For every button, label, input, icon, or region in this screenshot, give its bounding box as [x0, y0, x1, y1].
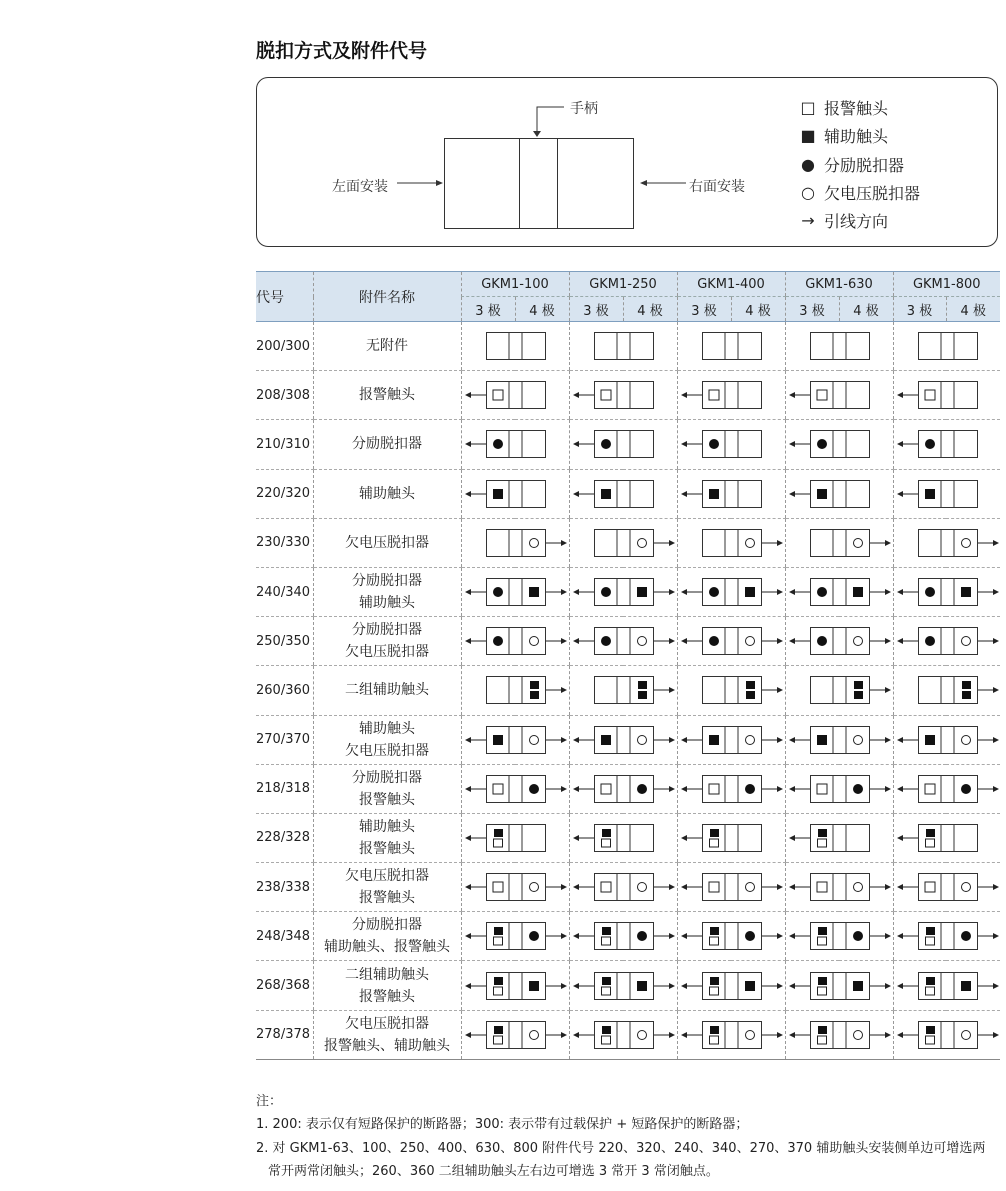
pole-configuration-icon	[570, 774, 678, 804]
pole-configuration-icon	[570, 577, 678, 607]
pole-configuration-icon	[678, 331, 786, 361]
model-cell	[569, 617, 677, 666]
accessory-code: 210/310	[256, 420, 313, 469]
model-cell	[893, 863, 1000, 912]
model-cell	[893, 617, 1000, 666]
pole-configuration-icon	[894, 675, 1002, 705]
model-cell	[677, 666, 785, 715]
pole-configuration-icon	[570, 675, 678, 705]
header-model: GKM1-800	[893, 272, 1000, 297]
accessory-name-line: 欠电压脱扣器	[345, 1015, 429, 1032]
pole-configuration-icon	[786, 626, 894, 656]
table-row	[256, 813, 1000, 862]
accessory-name-line: 欠电压脱扣器	[345, 534, 429, 551]
model-cell	[785, 567, 893, 616]
pole-configuration-icon	[462, 823, 570, 853]
table-row	[256, 666, 1000, 715]
accessory-name-line: 辅助触头、报警触头	[324, 939, 450, 956]
pole-configuration-icon	[894, 725, 1002, 755]
pole-configuration-icon	[570, 971, 678, 1001]
accessory-code: 268/368	[256, 961, 313, 1010]
pole-configuration-icon	[894, 823, 1002, 853]
accessory-name	[313, 420, 461, 469]
pole-configuration-icon	[786, 675, 894, 705]
model-cell	[569, 371, 677, 420]
header-accessory-name: 附件名称	[313, 272, 461, 322]
pole-configuration-icon	[894, 921, 1002, 951]
model-cell	[461, 567, 569, 616]
accessory-code: 218/318	[256, 764, 313, 813]
pole-configuration-icon	[678, 823, 786, 853]
pole-configuration-icon	[894, 774, 1002, 804]
header-pole4: 4 极	[623, 297, 677, 322]
accessory-name-line: 报警触头	[359, 840, 415, 857]
pole-configuration-icon	[786, 479, 894, 509]
model-cell	[677, 813, 785, 862]
model-cell	[785, 863, 893, 912]
accessory-name	[313, 666, 461, 715]
model-cell	[785, 617, 893, 666]
model-cell	[569, 764, 677, 813]
accessory-code: 230/330	[256, 518, 313, 567]
pole-configuration-icon	[678, 872, 786, 902]
model-cell	[461, 961, 569, 1010]
table-row	[256, 567, 1000, 616]
pole-configuration-icon	[678, 725, 786, 755]
header-code: 代号	[256, 272, 313, 322]
model-cell	[785, 813, 893, 862]
model-cell	[569, 469, 677, 518]
accessory-name-line: 辅助触头	[359, 595, 415, 612]
note-2-line-2: 常开两常闭触头；260、360 二组辅助触头左右边可增选 3 常开 3 常闭触点。	[268, 1164, 719, 1179]
accessory-name-line: 欠电压脱扣器	[345, 868, 429, 885]
model-cell	[893, 961, 1000, 1010]
pole-configuration-icon	[462, 725, 570, 755]
page-title: 脱扣方式及附件代号	[256, 40, 428, 62]
model-cell	[785, 666, 893, 715]
accessory-name	[313, 1010, 461, 1059]
accessory-name	[313, 961, 461, 1010]
pole-configuration-icon	[570, 429, 678, 459]
accessory-code: 200/300	[256, 322, 313, 371]
header-model: GKM1-400	[677, 272, 785, 297]
model-cell	[785, 912, 893, 961]
accessory-name-line: 报警触头	[359, 387, 415, 404]
model-cell	[461, 371, 569, 420]
note-2-line-1: 2. 对 GKM1-63、100、250、400、630、800 附件代号 220、320、240、340、270、370 辅助触头安装侧单边可增选两	[256, 1141, 986, 1156]
pole-configuration-icon	[462, 331, 570, 361]
accessory-code: 220/320	[256, 469, 313, 518]
model-cell	[893, 371, 1000, 420]
header-model: GKM1-250	[569, 272, 677, 297]
accessory-code: 228/328	[256, 813, 313, 862]
model-cell	[785, 961, 893, 1010]
pole-configuration-icon	[786, 331, 894, 361]
model-cell	[893, 567, 1000, 616]
pole-configuration-icon	[678, 528, 786, 558]
header-pole3: 3 极	[893, 297, 946, 322]
pole-configuration-icon	[462, 971, 570, 1001]
pole-configuration-icon	[894, 331, 1002, 361]
model-cell	[785, 1010, 893, 1059]
pole-configuration-icon	[894, 626, 1002, 656]
legend-aux-contact: ■ 辅助触头	[800, 126, 889, 146]
accessory-name-line: 分励脱扣器	[352, 769, 422, 786]
pole-configuration-icon	[570, 921, 678, 951]
accessory-code: 238/338	[256, 863, 313, 912]
pole-configuration-icon	[894, 380, 1002, 410]
model-cell	[677, 863, 785, 912]
notes-heading: 注：	[256, 1094, 283, 1109]
pole-configuration-icon	[678, 774, 786, 804]
pole-configuration-icon	[570, 331, 678, 361]
model-cell	[677, 961, 785, 1010]
pole-configuration-icon	[678, 380, 786, 410]
right-install-label: 右面安装	[689, 179, 745, 195]
pole-configuration-icon	[678, 921, 786, 951]
pole-configuration-icon	[678, 429, 786, 459]
pole-configuration-icon	[786, 971, 894, 1001]
accessory-code: 260/360	[256, 666, 313, 715]
accessory-name	[313, 863, 461, 912]
header-pole4: 4 极	[731, 297, 785, 322]
model-cell	[785, 469, 893, 518]
model-cell	[677, 567, 785, 616]
pole-configuration-icon	[786, 872, 894, 902]
accessory-name-line: 二组辅助触头	[345, 682, 429, 699]
empty-square-icon: □	[800, 98, 816, 117]
model-cell	[785, 371, 893, 420]
pole-configuration-icon	[678, 675, 786, 705]
accessory-name-line: 分励脱扣器	[352, 917, 422, 934]
accessory-name-line: 分励脱扣器	[352, 436, 422, 453]
model-cell	[461, 764, 569, 813]
pole-configuration-icon	[786, 725, 894, 755]
pole-configuration-icon	[786, 429, 894, 459]
legend-shunt-release: ● 分励脱扣器	[801, 155, 905, 175]
table-row	[256, 469, 1000, 518]
pole-configuration-icon	[786, 774, 894, 804]
accessory-name-line: 二组辅助触头	[345, 966, 429, 983]
header-pole4: 4 极	[946, 297, 1000, 322]
model-cell	[677, 322, 785, 371]
table-row	[256, 715, 1000, 764]
pole-configuration-icon	[462, 577, 570, 607]
filled-square-icon: ■	[800, 126, 816, 145]
table-row	[256, 322, 1000, 371]
accessory-name	[313, 715, 461, 764]
model-cell	[677, 1010, 785, 1059]
accessory-name-line: 辅助触头	[359, 818, 415, 835]
model-cell	[677, 518, 785, 567]
model-cell	[893, 715, 1000, 764]
model-cell	[785, 764, 893, 813]
pole-configuration-icon	[462, 675, 570, 705]
pole-configuration-icon	[894, 429, 1002, 459]
model-cell	[569, 567, 677, 616]
model-cell	[461, 912, 569, 961]
pole-configuration-icon	[462, 872, 570, 902]
pole-configuration-icon	[462, 774, 570, 804]
accessory-name-line: 报警触头	[359, 791, 415, 808]
accessory-name-line: 欠电压脱扣器	[345, 742, 429, 759]
pole-configuration-icon	[894, 479, 1002, 509]
accessory-name-line: 分励脱扣器	[352, 573, 422, 590]
model-cell	[461, 715, 569, 764]
filled-dot-icon: ●	[801, 155, 815, 174]
model-cell	[569, 863, 677, 912]
model-cell	[893, 518, 1000, 567]
pole-configuration-icon	[570, 380, 678, 410]
table-row	[256, 1010, 1000, 1059]
accessory-name-line: 报警触头	[359, 988, 415, 1005]
accessory-code: 248/348	[256, 912, 313, 961]
header-pole4: 4 极	[839, 297, 893, 322]
note-1: 1. 200: 表示仅有短路保护的断路器；300: 表示带有过载保护 + 短路保护的断路器；	[256, 1117, 749, 1132]
model-cell	[569, 666, 677, 715]
left-install-arrow	[397, 176, 443, 190]
model-cell	[677, 420, 785, 469]
pole-configuration-icon	[678, 626, 786, 656]
accessory-name-line: 分励脱扣器	[352, 622, 422, 639]
pole-configuration-icon	[786, 380, 894, 410]
model-cell	[893, 764, 1000, 813]
pole-configuration-icon	[894, 1020, 1002, 1050]
accessory-name	[313, 469, 461, 518]
pole-configuration-icon	[570, 823, 678, 853]
pole-configuration-icon	[462, 1020, 570, 1050]
pole-configuration-icon	[570, 626, 678, 656]
pole-configuration-icon	[462, 528, 570, 558]
table-row	[256, 371, 1000, 420]
pole-configuration-icon	[462, 479, 570, 509]
header-pole3: 3 极	[677, 297, 731, 322]
legend-alarm-contact: □ 报警触头	[800, 98, 889, 118]
model-cell	[785, 518, 893, 567]
header-pole3: 3 极	[461, 297, 515, 322]
legend-undervoltage-release: ○ 欠电压脱扣器	[801, 183, 921, 203]
pole-configuration-icon	[894, 872, 1002, 902]
left-install-label: 左面安装	[332, 179, 388, 195]
pole-configuration-icon	[462, 429, 570, 459]
pole-configuration-icon	[678, 1020, 786, 1050]
model-cell	[677, 371, 785, 420]
accessory-name-line: 辅助触头	[359, 485, 415, 502]
table-row	[256, 518, 1000, 567]
accessory-code: 208/308	[256, 371, 313, 420]
header-model: GKM1-630	[785, 272, 893, 297]
model-cell	[785, 322, 893, 371]
model-cell	[677, 617, 785, 666]
model-cell	[569, 518, 677, 567]
table-row	[256, 912, 1000, 961]
model-cell	[461, 322, 569, 371]
model-cell	[461, 1010, 569, 1059]
model-cell	[569, 961, 677, 1010]
ring-icon: ○	[801, 183, 815, 202]
pole-configuration-icon	[462, 921, 570, 951]
model-cell	[569, 912, 677, 961]
pole-configuration-icon	[786, 921, 894, 951]
model-cell	[785, 420, 893, 469]
pole-configuration-icon	[678, 479, 786, 509]
pole-configuration-icon	[570, 528, 678, 558]
accessory-name	[313, 764, 461, 813]
accessory-name-line: 辅助触头	[359, 720, 415, 737]
model-cell	[461, 469, 569, 518]
accessory-name	[313, 912, 461, 961]
table-row	[256, 617, 1000, 666]
right-arrow-icon: →	[801, 211, 815, 230]
table-row	[256, 420, 1000, 469]
pole-configuration-icon	[894, 971, 1002, 1001]
pole-configuration-icon	[786, 528, 894, 558]
pole-configuration-icon	[894, 577, 1002, 607]
model-cell	[569, 322, 677, 371]
legend-lead-direction: → 引线方向	[801, 211, 889, 231]
accessory-code: 240/340	[256, 567, 313, 616]
pole-configuration-icon	[786, 577, 894, 607]
accessory-name	[313, 567, 461, 616]
model-cell	[893, 813, 1000, 862]
pole-configuration-icon	[570, 1020, 678, 1050]
accessory-name-line: 无附件	[366, 338, 408, 355]
model-cell	[569, 1010, 677, 1059]
pole-configuration-icon	[570, 725, 678, 755]
accessory-name	[313, 617, 461, 666]
accessory-name-line: 欠电压脱扣器	[345, 644, 429, 661]
pole-configuration-icon	[786, 1020, 894, 1050]
accessory-name	[313, 813, 461, 862]
pole-configuration-icon	[894, 528, 1002, 558]
model-cell	[461, 420, 569, 469]
model-cell	[893, 666, 1000, 715]
pole-configuration-icon	[570, 872, 678, 902]
pole-configuration-icon	[570, 479, 678, 509]
pole-configuration-icon	[462, 626, 570, 656]
model-cell	[677, 764, 785, 813]
accessory-name	[313, 518, 461, 567]
right-install-arrow	[640, 176, 686, 190]
installation-diagram	[256, 77, 998, 247]
accessory-code-table	[256, 271, 1000, 1060]
model-cell	[461, 518, 569, 567]
accessory-name-line: 报警触头、辅助触头	[324, 1037, 450, 1054]
model-cell	[569, 813, 677, 862]
model-cell	[677, 469, 785, 518]
accessory-code: 250/350	[256, 617, 313, 666]
model-cell	[785, 715, 893, 764]
header-model: GKM1-100	[461, 272, 569, 297]
table-row	[256, 863, 1000, 912]
model-cell	[461, 617, 569, 666]
header-pole3: 3 极	[785, 297, 839, 322]
handle-label: 手柄	[570, 101, 598, 117]
pole-configuration-icon	[678, 577, 786, 607]
model-cell	[893, 420, 1000, 469]
model-cell	[461, 813, 569, 862]
breaker-outline	[444, 138, 634, 229]
model-cell	[677, 715, 785, 764]
table-row	[256, 764, 1000, 813]
accessory-code: 278/378	[256, 1010, 313, 1059]
header-pole3: 3 极	[569, 297, 623, 322]
model-cell	[893, 1010, 1000, 1059]
model-cell	[569, 715, 677, 764]
model-cell	[461, 863, 569, 912]
accessory-name	[313, 371, 461, 420]
accessory-code: 270/370	[256, 715, 313, 764]
accessory-name	[313, 322, 461, 371]
model-cell	[893, 912, 1000, 961]
table-row	[256, 961, 1000, 1010]
pole-configuration-icon	[786, 823, 894, 853]
model-cell	[677, 912, 785, 961]
pole-configuration-icon	[678, 971, 786, 1001]
pole-configuration-icon	[462, 380, 570, 410]
model-cell	[893, 469, 1000, 518]
model-cell	[461, 666, 569, 715]
model-cell	[569, 420, 677, 469]
accessory-name-line: 报警触头	[359, 890, 415, 907]
header-pole4: 4 极	[515, 297, 569, 322]
model-cell	[893, 322, 1000, 371]
